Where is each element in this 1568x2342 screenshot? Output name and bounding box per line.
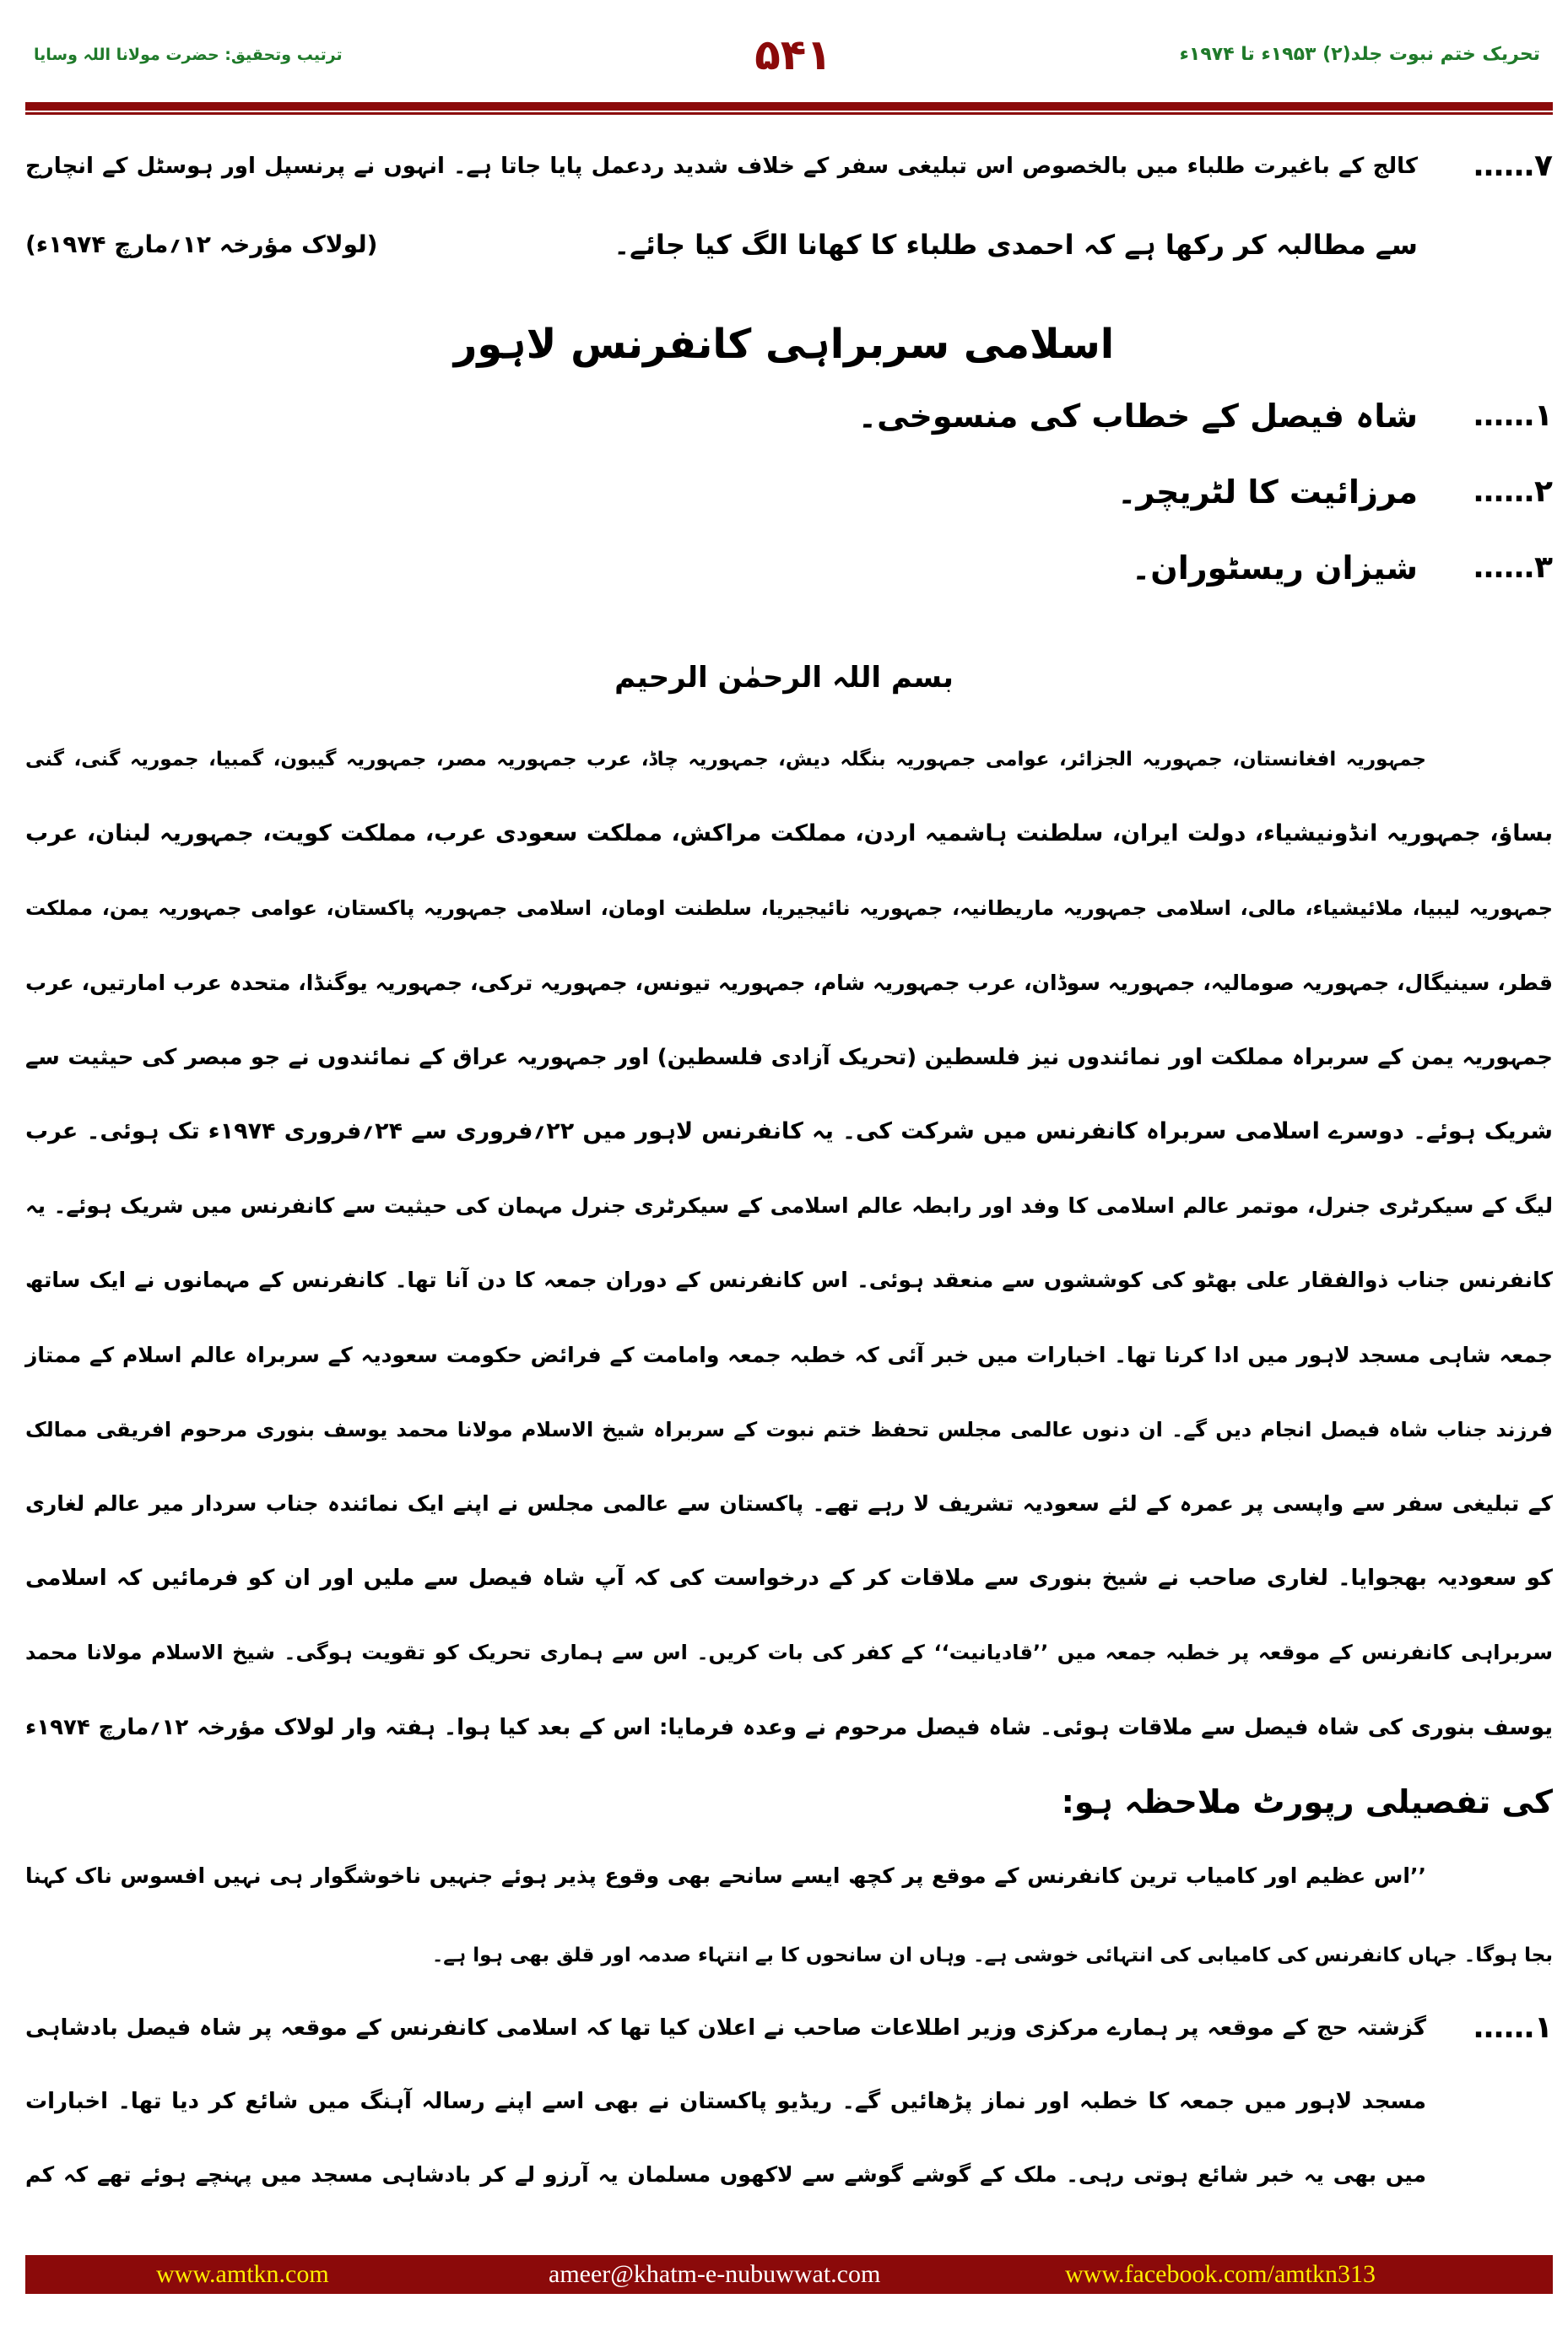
topic-item	[760, 458, 1418, 526]
body-line-text: جمہوریہ افغانستان، جمہوریہ الجزائر، عوامی جمہوریہ بنگلہ دیش، جمہوریہ چاڈ، عرب جمہوریہ مصر، جمہوریہ گیبون، گمبیا، جموریہ گنی، گنی	[25, 749, 1426, 771]
body-line	[928, 1768, 1553, 1836]
topic-number: ۳……	[1473, 550, 1553, 585]
book-title-text: تحریک ختم نبوت جلد(۲) ۱۹۵۳ء تا ۱۹۷۴ء	[1179, 44, 1540, 65]
quote-item-line-text: مسجد لاہور میں جمعہ کا خطبہ اور نماز پڑھائیں گے۔ ریڈیو پاکستان نے بھی اسے اپنے رسالہ آہنگ میں شائع کر دیا تھا۔ اخبارات	[25, 2089, 1426, 2114]
topic-item-text: مرزائیت کا لٹریچر۔	[1117, 473, 1418, 511]
quote-item-line	[25, 2141, 1426, 2209]
intro-line	[591, 211, 1418, 279]
body-line-text: بساؤ، جمہوریہ انڈونیشیاء، دولت ایران، سلطنت ہاشمیہ اردن، مملکت مراکش، مملکت سعودی عرب، مملکت کویت، جمہوریہ لبنان، عرب	[25, 820, 1553, 846]
compiler-credit	[34, 32, 346, 78]
body-line-text: سربراہی کانفرنس کے موقعہ پر خطبہ جمعہ میں ’’قادیانیت‘‘ کے کفر کی بات کریں۔ اس سے ہماری تحریک کو تقویت ہوگی۔ شیخ الاسلام مولانا محمد	[25, 1641, 1553, 1664]
body-line-text: جمہوریہ لیبیا، ملائیشیاء، مالی، اسلامی جمہوریہ ماریطانیہ، جمہوریہ نائیجیریا، سلطنت اومان، اسلامی جمہوریہ پاکستان، عوامی جمہوریہ یمن، مملکت	[25, 896, 1553, 920]
book-title	[1165, 32, 1540, 78]
body-line	[25, 1470, 1553, 1538]
topic-item-text: شاہ فیصل کے خطاب کی منسوخی۔	[857, 398, 1418, 435]
body-line	[25, 1694, 1553, 1761]
quote-item-line	[25, 1994, 1426, 2062]
body-line	[25, 1024, 1553, 1091]
topic-number: ۱……	[1473, 398, 1553, 433]
header-divider-thick	[25, 102, 1553, 111]
page-number: ۵۴۱	[754, 30, 832, 79]
body-line-text: کانفرنس جناب ذوالفقار علی بھٹو کی کوششوں سے منعقد ہوئی۔ اس کانفرنس کے دوران جمعہ کا دن آنا تھا۔ کانفرنس کے مہمانوں نے ایک ساتھ	[25, 1268, 1553, 1292]
quote-line	[422, 1922, 1553, 1989]
quote-item-line-text: میں بھی یہ خبر شائع ہوتی رہی۔ ملک کے گوشے گوشے سے لاکھوں مسلمان یہ آرزو لے کر بادشاہی مسجد میں پہنچے ہوئے تھے کہ کم	[25, 2162, 1426, 2187]
topic-item	[760, 382, 1418, 450]
body-line-text: جمعہ شاہی مسجد لاہور میں ادا کرنا تھا۔ اخبارات میں خبر آئی کہ خطبہ جمعہ وامامت کے فرائض حکومت سعودیہ کے سربراہ عالم اسلام کے ممتاز	[25, 1343, 1553, 1367]
topic-number: ۲……	[1473, 474, 1553, 509]
body-line-text: فرزند جناب شاہ فیصل انجام دیں گے۔ ان دنوں عالمی مجلس تحفظ ختم نبوت کے سربراہ شیخ الاسلام مولانا محمد یوسف بنوری مرحوم افریقی ممالک	[25, 1418, 1553, 1441]
body-line-text: قطر، سینیگال، جمہوریہ صومالیہ، جمہوریہ سوڈان، عرب جمہوریہ شام، جمہوریہ تیونس، جمہوریہ ترکی، جمہوریہ یوگنڈا، متحدہ عرب امارتیں، عرب	[25, 971, 1553, 995]
body-line-text: لیگ کے سیکرٹری جنرل، موتمر عالم اسلامی کا وفد اور رابطہ عالم اسلامی کے سیکرٹری جنرل مہمان کی حیثیت سے کانفرنس میں شریک ہوئے۔ یہ	[25, 1193, 1553, 1218]
body-line	[25, 1396, 1553, 1463]
body-line	[25, 874, 1553, 942]
body-line	[25, 1172, 1553, 1240]
body-line-text: شریک ہوئے۔ دوسرے اسلامی سربراہ کانفرنس میں شرکت کی۔ یہ کانفرنس لاہور میں ۲۲؍فروری سے ۲۴؍فروری ۱۹۷۴ء تک ہوئی۔ عرب	[25, 1118, 1553, 1144]
intro-line-text: سے مطالبہ کر رکھا ہے کہ احمدی طلباء کا کھانا الگ کیا جائے۔	[614, 229, 1418, 261]
body-line	[25, 800, 1553, 868]
quote-line-text: ’’اس عظیم اور کامیاب ترین کانفرنس کے موقع پر کچھ ایسے سانحے بھی وقوع پذیر ہوئے جنہیں ناخوشگوار ہی نہیں افسوس ناک کہنا	[25, 1863, 1426, 1888]
body-line-text: کی تفصیلی رپورٹ ملاحظہ ہو:	[1061, 1783, 1553, 1820]
citation-text: (لولاک مؤرخہ ۱۲؍مارچ ۱۹۷۴ء)	[25, 230, 378, 258]
body-line	[25, 1619, 1553, 1686]
bismillah: بسم اللہ الرحمٰن الرحیم	[614, 661, 954, 695]
email-link[interactable]: ameer@khatm-e-nubuwwat.com	[549, 2260, 881, 2288]
body-line	[25, 1098, 1553, 1166]
quote-item-line	[25, 2068, 1426, 2135]
body-line	[25, 1544, 1553, 1612]
quote-item-number: ۱……	[1473, 2010, 1553, 2045]
body-line	[25, 1247, 1553, 1314]
intro-line-text: کالج کے باغیرت طلباء میں بالخصوص اس تبلیغی سفر کے خلاف شدید ردعمل پایا جاتا ہے۔ انہوں نے پرنسپل اور ہوسٹل کے انچارج	[25, 154, 1418, 179]
topic-item-text: شیزان ریسٹوران۔	[1132, 549, 1418, 587]
footer-bar	[25, 2255, 1553, 2294]
body-line-text: کے تبلیغی سفر سے واپسی پر عمرہ کے لئے سعودیہ تشریف لا رہے تھے۔ پاکستان سے عالمی مجلس نے اپنے ایک نمائندہ جناب سردار میر عالم لغاری	[25, 1491, 1553, 1516]
body-line-text: یوسف بنوری کی شاہ فیصل سے ملاقات ہوئی۔ شاہ فیصل مرحوم نے وعدہ فرمایا: اس کے بعد کیا ہوا۔ ہفتہ وار لولاک مؤرخہ ۱۲؍مارچ ۱۹۷۴ء	[25, 1715, 1553, 1740]
citation	[25, 211, 380, 279]
body-line	[25, 726, 1426, 793]
body-line	[25, 1322, 1553, 1389]
quote-line-text: بجا ہوگا۔ جہاں کانفرنس کی کامیابی کی انتہائی خوشی ہے۔ وہاں ان سانحوں کا بے انتہاء صدمہ اور قلق بھی ہوا ہے۔	[431, 1944, 1553, 1966]
quote-item-line-text: گزشتہ حج کے موقعہ پر ہمارے مرکزی وزیر اطلاعات صاحب نے اعلان کیا تھا کہ اسلامی کانفرنس کے موقعہ پر شاہ فیصل بادشاہی	[25, 2015, 1426, 2041]
section-title: اسلامی سربراہی کانفرنس لاہور	[453, 321, 1115, 368]
body-line-text: جمہوریہ یمن کے سربراہ مملکت اور نمائندوں نیز فلسطین (تحریک آزادی فلسطین) اور جمہوریہ عراق کے نمائندوں نے جو مبصر کی حیثیت سے	[25, 1045, 1553, 1070]
facebook-link[interactable]: www.facebook.com/amtkn313	[1065, 2260, 1376, 2288]
intro-line	[25, 133, 1418, 200]
body-line-text: کو سعودیہ بھجوایا۔ لغاری صاحب نے شیخ بنوری سے ملاقات کر کے درخواست کی کہ آپ شاہ فیصل سے ملیں اور ان کو فرمائیں کہ اسلامی	[25, 1566, 1553, 1591]
item-number: ۷……	[1473, 149, 1553, 183]
header-divider-thin	[25, 112, 1553, 115]
topic-item	[760, 534, 1418, 602]
compiler-credit-text: ترتیب وتحقیق: حضرت مولانا اللہ وسایا	[34, 46, 343, 64]
quote-line	[25, 1842, 1426, 1910]
website-link[interactable]: www.amtkn.com	[156, 2260, 329, 2288]
body-line	[25, 949, 1553, 1017]
